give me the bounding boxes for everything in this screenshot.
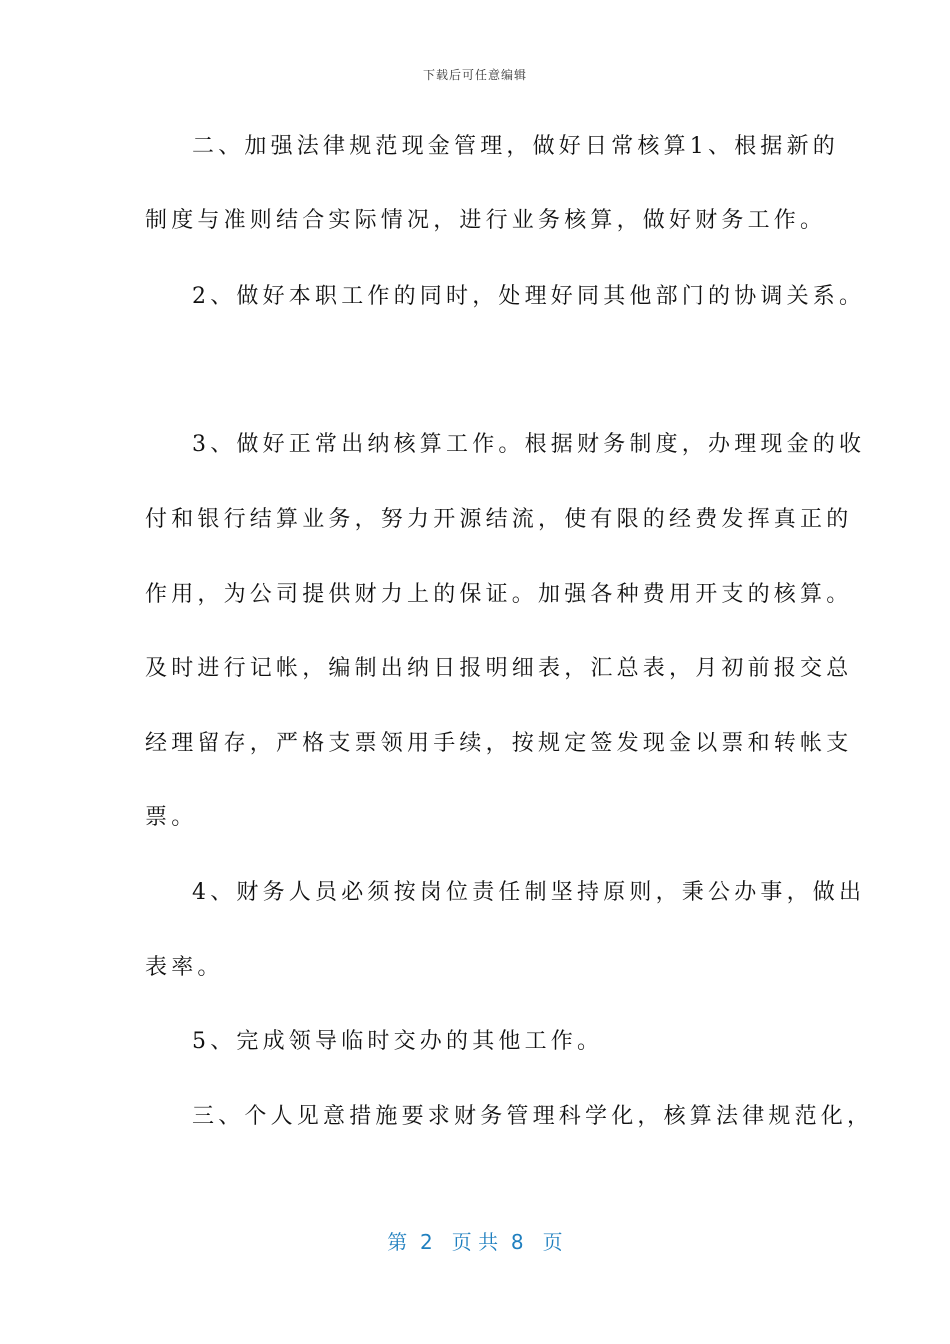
paragraph-line: 制度与准则结合实际情况，进行业务核算，做好财务工作。 (145, 208, 827, 233)
page-number-footer: 第 2 页 共 8 页 (387, 1230, 563, 1254)
paragraph-line: 作用，为公司提供财力上的保证。加强各种费用开支的核算。 (145, 582, 853, 607)
paragraph-line: 及时进行记帐，编制出纳日报明细表，汇总表，月初前报交总 (145, 656, 853, 681)
paragraph-line: 票。 (145, 805, 198, 830)
page-header: 下载后可任意编辑 (422, 68, 527, 82)
paragraph-line: 二、加强法律规范现金管理，做好日常核算1、根据新的 (192, 134, 839, 159)
paragraph-line: 2、做好本职工作的同时，处理好同其他部门的协调关系。 (192, 284, 866, 309)
paragraph-line: 表率。 (145, 955, 224, 980)
paragraph-line: 4、财务人员必须按岗位责任制坚持原则，秉公办事，做出 (192, 880, 866, 905)
paragraph-line: 付和银行结算业务，努力开源结流，使有限的经费发挥真正的 (145, 507, 853, 532)
paragraph-line: 3、做好正常出纳核算工作。根据财务制度，办理现金的收 (192, 432, 866, 457)
paragraph-line: 三、个人见意措施要求财务管理科学化，核算法律规范化， (192, 1104, 874, 1129)
paragraph-line: 经理留存，严格支票领用手续，按规定签发现金以票和转帐支 (145, 731, 853, 756)
paragraph-line: 5、完成领导临时交办的其他工作。 (192, 1029, 604, 1054)
